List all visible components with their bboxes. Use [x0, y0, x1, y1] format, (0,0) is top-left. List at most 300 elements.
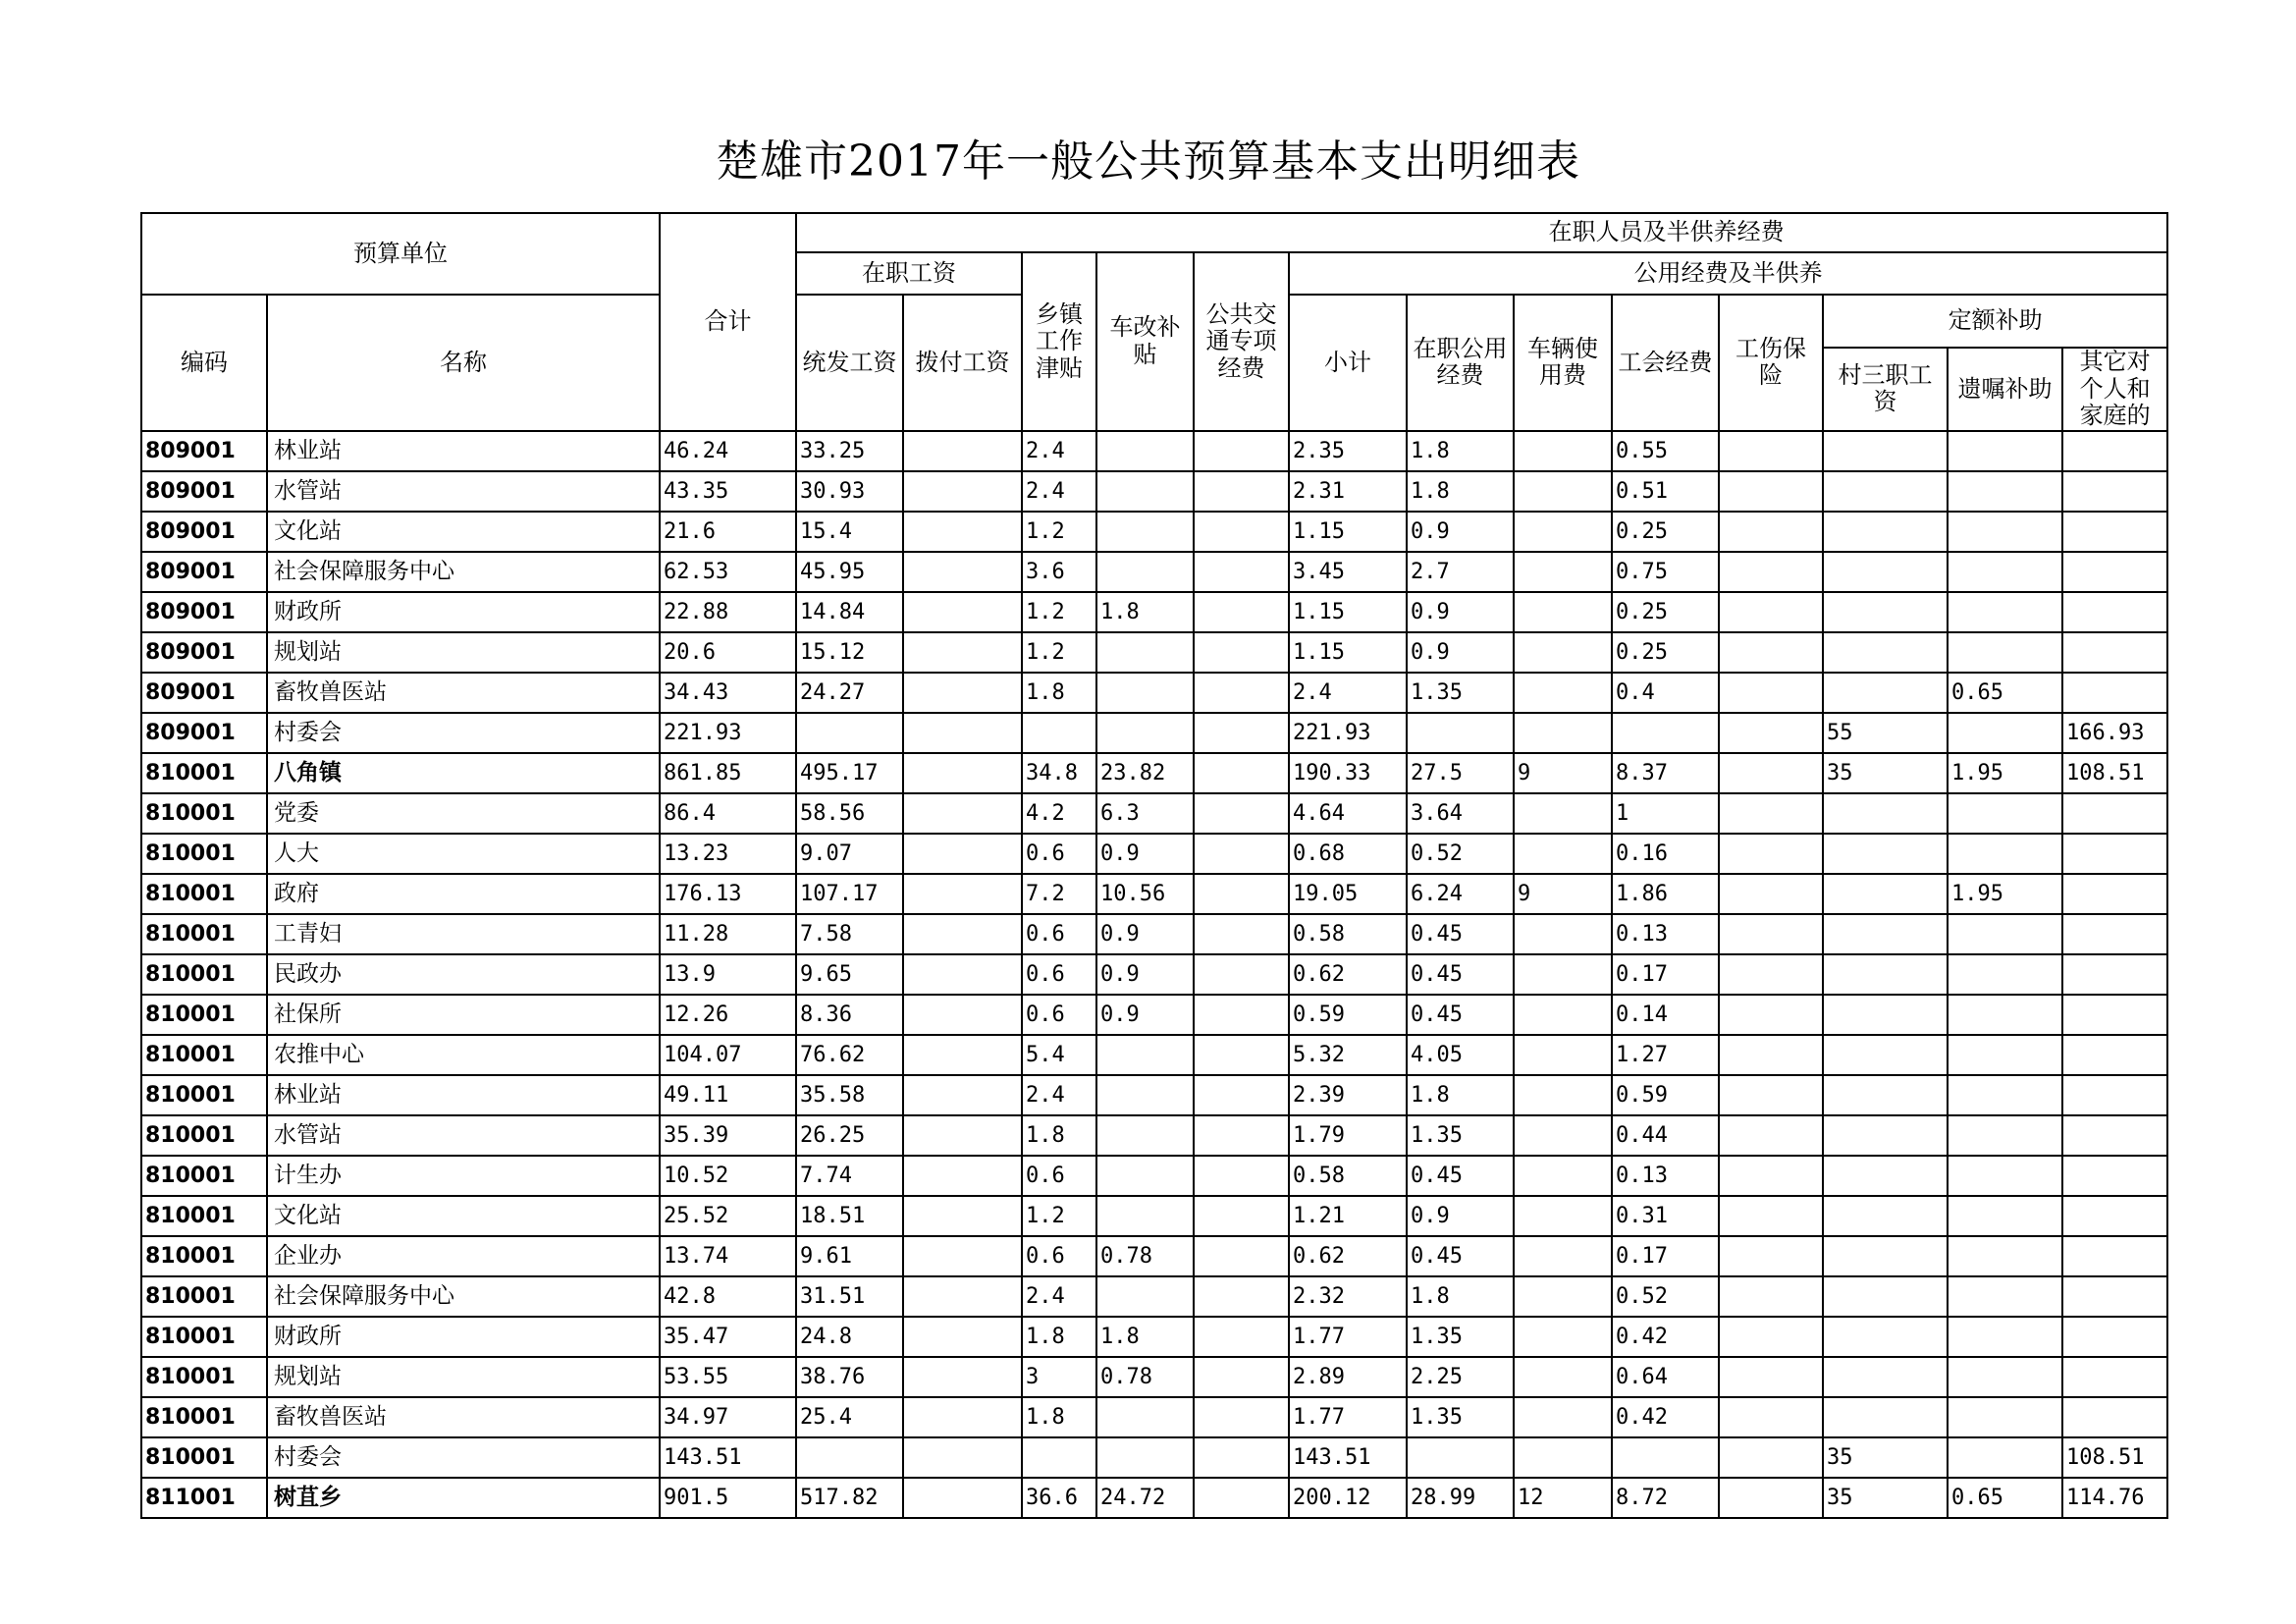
cell-vehicle	[1514, 834, 1612, 874]
table-row	[141, 431, 2167, 471]
cell-car-reform	[1096, 1196, 1194, 1236]
cell-in-service-public: 0.9	[1407, 512, 1514, 552]
cell-unified-salary: 7.58	[796, 914, 903, 954]
cell-union: 0.52	[1612, 1276, 1719, 1317]
cell-in-service-public: 0.45	[1407, 954, 1514, 995]
cell-public-transport	[1194, 914, 1289, 954]
cell-car-reform	[1096, 471, 1194, 512]
cell-public-transport	[1194, 1437, 1289, 1478]
cell-survivor	[1948, 995, 2062, 1035]
cell-injury	[1719, 713, 1823, 753]
cell-unified-salary: 58.56	[796, 793, 903, 834]
cell-unified-salary	[796, 1437, 903, 1478]
cell-subtotal: 0.58	[1289, 914, 1407, 954]
cell-code: 810001	[141, 1236, 267, 1276]
cell-injury	[1719, 1115, 1823, 1156]
cell-in-service-public: 2.7	[1407, 552, 1514, 592]
cell-union: 0.51	[1612, 471, 1719, 512]
cell-injury	[1719, 914, 1823, 954]
cell-name: 农推中心	[267, 1035, 660, 1075]
cell-in-service-public: 0.45	[1407, 1236, 1514, 1276]
cell-unified-salary: 14.84	[796, 592, 903, 632]
cell-car-reform: 1.8	[1096, 592, 1194, 632]
cell-subtotal: 2.35	[1289, 431, 1407, 471]
cell-union: 1.86	[1612, 874, 1719, 914]
cell-village-staff	[1823, 632, 1948, 673]
cell-car-reform: 0.9	[1096, 954, 1194, 995]
cell-code: 810001	[141, 1276, 267, 1317]
cell-unified-salary: 7.74	[796, 1156, 903, 1196]
cell-public-transport	[1194, 713, 1289, 753]
header-unified-salary: 统发工资	[796, 295, 903, 431]
cell-allocated-salary	[903, 1035, 1022, 1075]
cell-car-reform	[1096, 1035, 1194, 1075]
cell-public-transport	[1194, 1196, 1289, 1236]
cell-total: 12.26	[660, 995, 796, 1035]
header-public-transport: 公共交通专项经费	[1194, 252, 1289, 431]
cell-vehicle: 9	[1514, 753, 1612, 793]
cell-subtotal: 2.89	[1289, 1357, 1407, 1397]
table-row	[141, 753, 2167, 793]
cell-survivor	[1948, 1437, 2062, 1478]
cell-injury	[1719, 1317, 1823, 1357]
cell-injury	[1719, 753, 1823, 793]
cell-total: 10.52	[660, 1156, 796, 1196]
cell-other-family	[2062, 1196, 2167, 1236]
cell-village-staff	[1823, 512, 1948, 552]
cell-name: 民政办	[267, 954, 660, 995]
cell-total: 34.43	[660, 673, 796, 713]
header-vehicle: 车辆使用费	[1514, 295, 1612, 431]
cell-township-allowance	[1022, 1437, 1096, 1478]
cell-township-allowance: 36.6	[1022, 1478, 1096, 1518]
cell-in-service-public: 1.35	[1407, 1115, 1514, 1156]
cell-injury	[1719, 1276, 1823, 1317]
cell-other-family	[2062, 1115, 2167, 1156]
cell-allocated-salary	[903, 874, 1022, 914]
cell-township-allowance: 1.8	[1022, 673, 1096, 713]
table-row	[141, 471, 2167, 512]
cell-public-transport	[1194, 1276, 1289, 1317]
cell-name: 八角镇	[267, 753, 660, 793]
cell-injury	[1719, 793, 1823, 834]
cell-union: 0.25	[1612, 632, 1719, 673]
cell-township-allowance: 3	[1022, 1357, 1096, 1397]
cell-other-family	[2062, 1156, 2167, 1196]
cell-township-allowance: 1.2	[1022, 512, 1096, 552]
cell-vehicle	[1514, 512, 1612, 552]
cell-subtotal: 221.93	[1289, 713, 1407, 753]
cell-public-transport	[1194, 1397, 1289, 1437]
cell-car-reform	[1096, 713, 1194, 753]
cell-vehicle	[1514, 552, 1612, 592]
table-row	[141, 632, 2167, 673]
cell-allocated-salary	[903, 954, 1022, 995]
cell-village-staff: 35	[1823, 1437, 1948, 1478]
cell-village-staff	[1823, 1317, 1948, 1357]
cell-total: 46.24	[660, 431, 796, 471]
cell-vehicle	[1514, 1437, 1612, 1478]
cell-in-service-public	[1407, 713, 1514, 753]
table-row	[141, 1035, 2167, 1075]
cell-village-staff	[1823, 793, 1948, 834]
cell-survivor	[1948, 1317, 2062, 1357]
cell-injury	[1719, 995, 1823, 1035]
cell-survivor	[1948, 1236, 2062, 1276]
cell-in-service-public: 27.5	[1407, 753, 1514, 793]
cell-vehicle	[1514, 471, 1612, 512]
cell-vehicle	[1514, 592, 1612, 632]
cell-unified-salary: 517.82	[796, 1478, 903, 1518]
cell-car-reform	[1096, 431, 1194, 471]
cell-subtotal: 0.58	[1289, 1156, 1407, 1196]
cell-public-transport	[1194, 1317, 1289, 1357]
cell-car-reform: 6.3	[1096, 793, 1194, 834]
cell-unified-salary: 35.58	[796, 1075, 903, 1115]
cell-survivor	[1948, 1276, 2062, 1317]
cell-public-transport	[1194, 471, 1289, 512]
cell-unified-salary: 495.17	[796, 753, 903, 793]
header-salary-group: 在职工资	[796, 252, 1022, 295]
table-row	[141, 793, 2167, 834]
cell-vehicle	[1514, 1236, 1612, 1276]
cell-vehicle	[1514, 1357, 1612, 1397]
cell-total: 176.13	[660, 874, 796, 914]
cell-subtotal: 1.15	[1289, 632, 1407, 673]
cell-township-allowance	[1022, 713, 1096, 753]
cell-in-service-public	[1407, 1437, 1514, 1478]
cell-union: 0.13	[1612, 914, 1719, 954]
cell-unified-salary: 15.4	[796, 512, 903, 552]
cell-other-family	[2062, 1035, 2167, 1075]
cell-township-allowance: 2.4	[1022, 1075, 1096, 1115]
cell-injury	[1719, 954, 1823, 995]
cell-vehicle	[1514, 914, 1612, 954]
cell-village-staff	[1823, 471, 1948, 512]
cell-survivor: 0.65	[1948, 673, 2062, 713]
table-row	[141, 914, 2167, 954]
cell-union: 8.72	[1612, 1478, 1719, 1518]
cell-allocated-salary	[903, 1478, 1022, 1518]
cell-survivor	[1948, 914, 2062, 954]
cell-allocated-salary	[903, 753, 1022, 793]
cell-car-reform	[1096, 673, 1194, 713]
cell-township-allowance: 4.2	[1022, 793, 1096, 834]
table-row	[141, 552, 2167, 592]
header-name: 名称	[267, 295, 660, 431]
cell-other-family	[2062, 1276, 2167, 1317]
cell-car-reform	[1096, 1276, 1194, 1317]
cell-village-staff	[1823, 673, 1948, 713]
cell-code: 809001	[141, 471, 267, 512]
cell-total: 25.52	[660, 1196, 796, 1236]
table-row	[141, 1317, 2167, 1357]
cell-subtotal: 4.64	[1289, 793, 1407, 834]
cell-injury	[1719, 673, 1823, 713]
cell-allocated-salary	[903, 512, 1022, 552]
cell-union: 1	[1612, 793, 1719, 834]
cell-code: 810001	[141, 954, 267, 995]
header-public-group: 公用经费及半供养	[1289, 252, 2167, 295]
cell-survivor	[1948, 431, 2062, 471]
cell-union: 0.17	[1612, 954, 1719, 995]
table-row	[141, 1357, 2167, 1397]
cell-other-family	[2062, 1317, 2167, 1357]
cell-other-family	[2062, 995, 2167, 1035]
cell-public-transport	[1194, 632, 1289, 673]
cell-code: 810001	[141, 1075, 267, 1115]
page-title: 楚雄市2017年一般公共预算基本支出明细表	[716, 136, 1580, 187]
cell-code: 810001	[141, 1357, 267, 1397]
cell-unified-salary: 107.17	[796, 874, 903, 914]
cell-subtotal: 5.32	[1289, 1035, 1407, 1075]
cell-other-family: 166.93	[2062, 713, 2167, 753]
cell-survivor	[1948, 1196, 2062, 1236]
cell-unified-salary: 26.25	[796, 1115, 903, 1156]
cell-other-family	[2062, 431, 2167, 471]
cell-code: 810001	[141, 753, 267, 793]
cell-allocated-salary	[903, 632, 1022, 673]
cell-car-reform: 23.82	[1096, 753, 1194, 793]
cell-injury	[1719, 1196, 1823, 1236]
cell-public-transport	[1194, 1357, 1289, 1397]
cell-subtotal: 19.05	[1289, 874, 1407, 914]
cell-total: 20.6	[660, 632, 796, 673]
cell-injury	[1719, 1397, 1823, 1437]
cell-injury	[1719, 1357, 1823, 1397]
cell-code: 809001	[141, 632, 267, 673]
cell-in-service-public: 0.9	[1407, 592, 1514, 632]
cell-name: 规划站	[267, 632, 660, 673]
cell-vehicle	[1514, 431, 1612, 471]
cell-name: 文化站	[267, 1196, 660, 1236]
cell-union: 8.37	[1612, 753, 1719, 793]
cell-public-transport	[1194, 1478, 1289, 1518]
cell-township-allowance: 2.4	[1022, 1276, 1096, 1317]
cell-in-service-public: 1.8	[1407, 1276, 1514, 1317]
cell-total: 221.93	[660, 713, 796, 753]
cell-vehicle	[1514, 793, 1612, 834]
header-in-service-group: 在职人员及半供养经费	[796, 213, 2167, 252]
table-header	[141, 213, 2167, 431]
cell-village-staff	[1823, 1397, 1948, 1437]
cell-code: 810001	[141, 874, 267, 914]
cell-survivor	[1948, 1115, 2062, 1156]
cell-public-transport	[1194, 1075, 1289, 1115]
cell-in-service-public: 6.24	[1407, 874, 1514, 914]
cell-survivor: 1.95	[1948, 874, 2062, 914]
cell-other-family	[2062, 1236, 2167, 1276]
header-code: 编码	[141, 295, 267, 431]
header-allocated-salary: 拨付工资	[903, 295, 1022, 431]
cell-survivor	[1948, 632, 2062, 673]
cell-union: 0.75	[1612, 552, 1719, 592]
cell-unified-salary: 30.93	[796, 471, 903, 512]
cell-other-family	[2062, 512, 2167, 552]
cell-other-family: 108.51	[2062, 1437, 2167, 1478]
cell-public-transport	[1194, 954, 1289, 995]
cell-allocated-salary	[903, 793, 1022, 834]
cell-township-allowance: 2.4	[1022, 471, 1096, 512]
cell-village-staff	[1823, 834, 1948, 874]
cell-other-family	[2062, 673, 2167, 713]
cell-township-allowance: 0.6	[1022, 995, 1096, 1035]
cell-code: 810001	[141, 1035, 267, 1075]
cell-vehicle	[1514, 1156, 1612, 1196]
cell-code: 810001	[141, 1317, 267, 1357]
table-row	[141, 1276, 2167, 1317]
cell-unified-salary	[796, 713, 903, 753]
cell-township-allowance: 34.8	[1022, 753, 1096, 793]
cell-total: 43.35	[660, 471, 796, 512]
cell-public-transport	[1194, 1236, 1289, 1276]
cell-allocated-salary	[903, 1075, 1022, 1115]
cell-code: 809001	[141, 673, 267, 713]
cell-name: 社会保障服务中心	[267, 1276, 660, 1317]
cell-subtotal: 200.12	[1289, 1478, 1407, 1518]
header-quota-group: 定额补助	[1823, 295, 2167, 348]
cell-name: 林业站	[267, 1075, 660, 1115]
cell-in-service-public: 4.05	[1407, 1035, 1514, 1075]
table-row	[141, 673, 2167, 713]
cell-name: 规划站	[267, 1357, 660, 1397]
cell-village-staff	[1823, 431, 1948, 471]
cell-code: 810001	[141, 1156, 267, 1196]
cell-subtotal: 1.79	[1289, 1115, 1407, 1156]
cell-car-reform: 0.9	[1096, 834, 1194, 874]
cell-village-staff	[1823, 1156, 1948, 1196]
cell-car-reform	[1096, 632, 1194, 673]
cell-survivor: 0.65	[1948, 1478, 2062, 1518]
cell-village-staff: 35	[1823, 753, 1948, 793]
cell-vehicle	[1514, 1317, 1612, 1357]
cell-code: 810001	[141, 1115, 267, 1156]
header-in-service-public: 在职公用经费	[1407, 295, 1514, 431]
cell-subtotal: 1.15	[1289, 592, 1407, 632]
table-row	[141, 954, 2167, 995]
cell-survivor	[1948, 954, 2062, 995]
cell-public-transport	[1194, 834, 1289, 874]
cell-subtotal: 3.45	[1289, 552, 1407, 592]
cell-allocated-salary	[903, 1357, 1022, 1397]
cell-public-transport	[1194, 431, 1289, 471]
cell-union: 0.25	[1612, 512, 1719, 552]
cell-union: 0.13	[1612, 1156, 1719, 1196]
cell-total: 42.8	[660, 1276, 796, 1317]
cell-village-staff	[1823, 1035, 1948, 1075]
cell-public-transport	[1194, 793, 1289, 834]
table-body	[141, 431, 2167, 1518]
table-row	[141, 834, 2167, 874]
cell-other-family	[2062, 471, 2167, 512]
cell-village-staff	[1823, 1357, 1948, 1397]
cell-village-staff	[1823, 914, 1948, 954]
cell-village-staff	[1823, 1075, 1948, 1115]
cell-allocated-salary	[903, 1196, 1022, 1236]
cell-unified-salary: 31.51	[796, 1276, 903, 1317]
cell-in-service-public: 2.25	[1407, 1357, 1514, 1397]
cell-injury	[1719, 471, 1823, 512]
cell-subtotal: 0.62	[1289, 1236, 1407, 1276]
cell-unified-salary: 45.95	[796, 552, 903, 592]
cell-township-allowance: 1.8	[1022, 1115, 1096, 1156]
cell-code: 810001	[141, 793, 267, 834]
cell-injury	[1719, 431, 1823, 471]
cell-public-transport	[1194, 552, 1289, 592]
cell-in-service-public: 3.64	[1407, 793, 1514, 834]
cell-unified-salary: 9.07	[796, 834, 903, 874]
cell-township-allowance: 2.4	[1022, 431, 1096, 471]
cell-name: 树苴乡	[267, 1478, 660, 1518]
cell-township-allowance: 3.6	[1022, 552, 1096, 592]
cell-name: 水管站	[267, 1115, 660, 1156]
cell-in-service-public: 1.8	[1407, 471, 1514, 512]
cell-vehicle	[1514, 995, 1612, 1035]
cell-other-family	[2062, 1397, 2167, 1437]
cell-code: 809001	[141, 713, 267, 753]
cell-code: 810001	[141, 834, 267, 874]
cell-code: 811001	[141, 1478, 267, 1518]
cell-total: 22.88	[660, 592, 796, 632]
cell-vehicle	[1514, 1276, 1612, 1317]
cell-total: 86.4	[660, 793, 796, 834]
cell-allocated-salary	[903, 713, 1022, 753]
cell-union: 0.42	[1612, 1397, 1719, 1437]
cell-vehicle	[1514, 1196, 1612, 1236]
cell-allocated-salary	[903, 995, 1022, 1035]
cell-car-reform: 0.9	[1096, 995, 1194, 1035]
cell-total: 35.47	[660, 1317, 796, 1357]
cell-vehicle	[1514, 1115, 1612, 1156]
cell-survivor	[1948, 793, 2062, 834]
cell-injury	[1719, 1437, 1823, 1478]
table-row	[141, 1196, 2167, 1236]
cell-subtotal: 2.31	[1289, 471, 1407, 512]
cell-vehicle	[1514, 632, 1612, 673]
cell-name: 社保所	[267, 995, 660, 1035]
cell-name: 财政所	[267, 592, 660, 632]
cell-allocated-salary	[903, 1156, 1022, 1196]
cell-injury	[1719, 1236, 1823, 1276]
cell-total: 11.28	[660, 914, 796, 954]
cell-other-family: 114.76	[2062, 1478, 2167, 1518]
cell-village-staff	[1823, 954, 1948, 995]
cell-injury	[1719, 1156, 1823, 1196]
cell-unified-salary: 9.65	[796, 954, 903, 995]
cell-subtotal: 1.77	[1289, 1397, 1407, 1437]
cell-township-allowance: 7.2	[1022, 874, 1096, 914]
cell-name: 水管站	[267, 471, 660, 512]
cell-survivor	[1948, 552, 2062, 592]
cell-other-family	[2062, 592, 2167, 632]
cell-township-allowance: 5.4	[1022, 1035, 1096, 1075]
table-row	[141, 713, 2167, 753]
cell-subtotal: 1.15	[1289, 512, 1407, 552]
cell-total: 104.07	[660, 1035, 796, 1075]
cell-in-service-public: 1.8	[1407, 1075, 1514, 1115]
cell-in-service-public: 0.45	[1407, 1156, 1514, 1196]
cell-other-family	[2062, 552, 2167, 592]
header-budget-unit: 预算单位	[141, 213, 660, 295]
cell-union	[1612, 1437, 1719, 1478]
cell-name: 人大	[267, 834, 660, 874]
cell-other-family	[2062, 954, 2167, 995]
cell-code: 809001	[141, 552, 267, 592]
cell-total: 53.55	[660, 1357, 796, 1397]
cell-union: 0.44	[1612, 1115, 1719, 1156]
cell-unified-salary: 18.51	[796, 1196, 903, 1236]
cell-name: 企业办	[267, 1236, 660, 1276]
